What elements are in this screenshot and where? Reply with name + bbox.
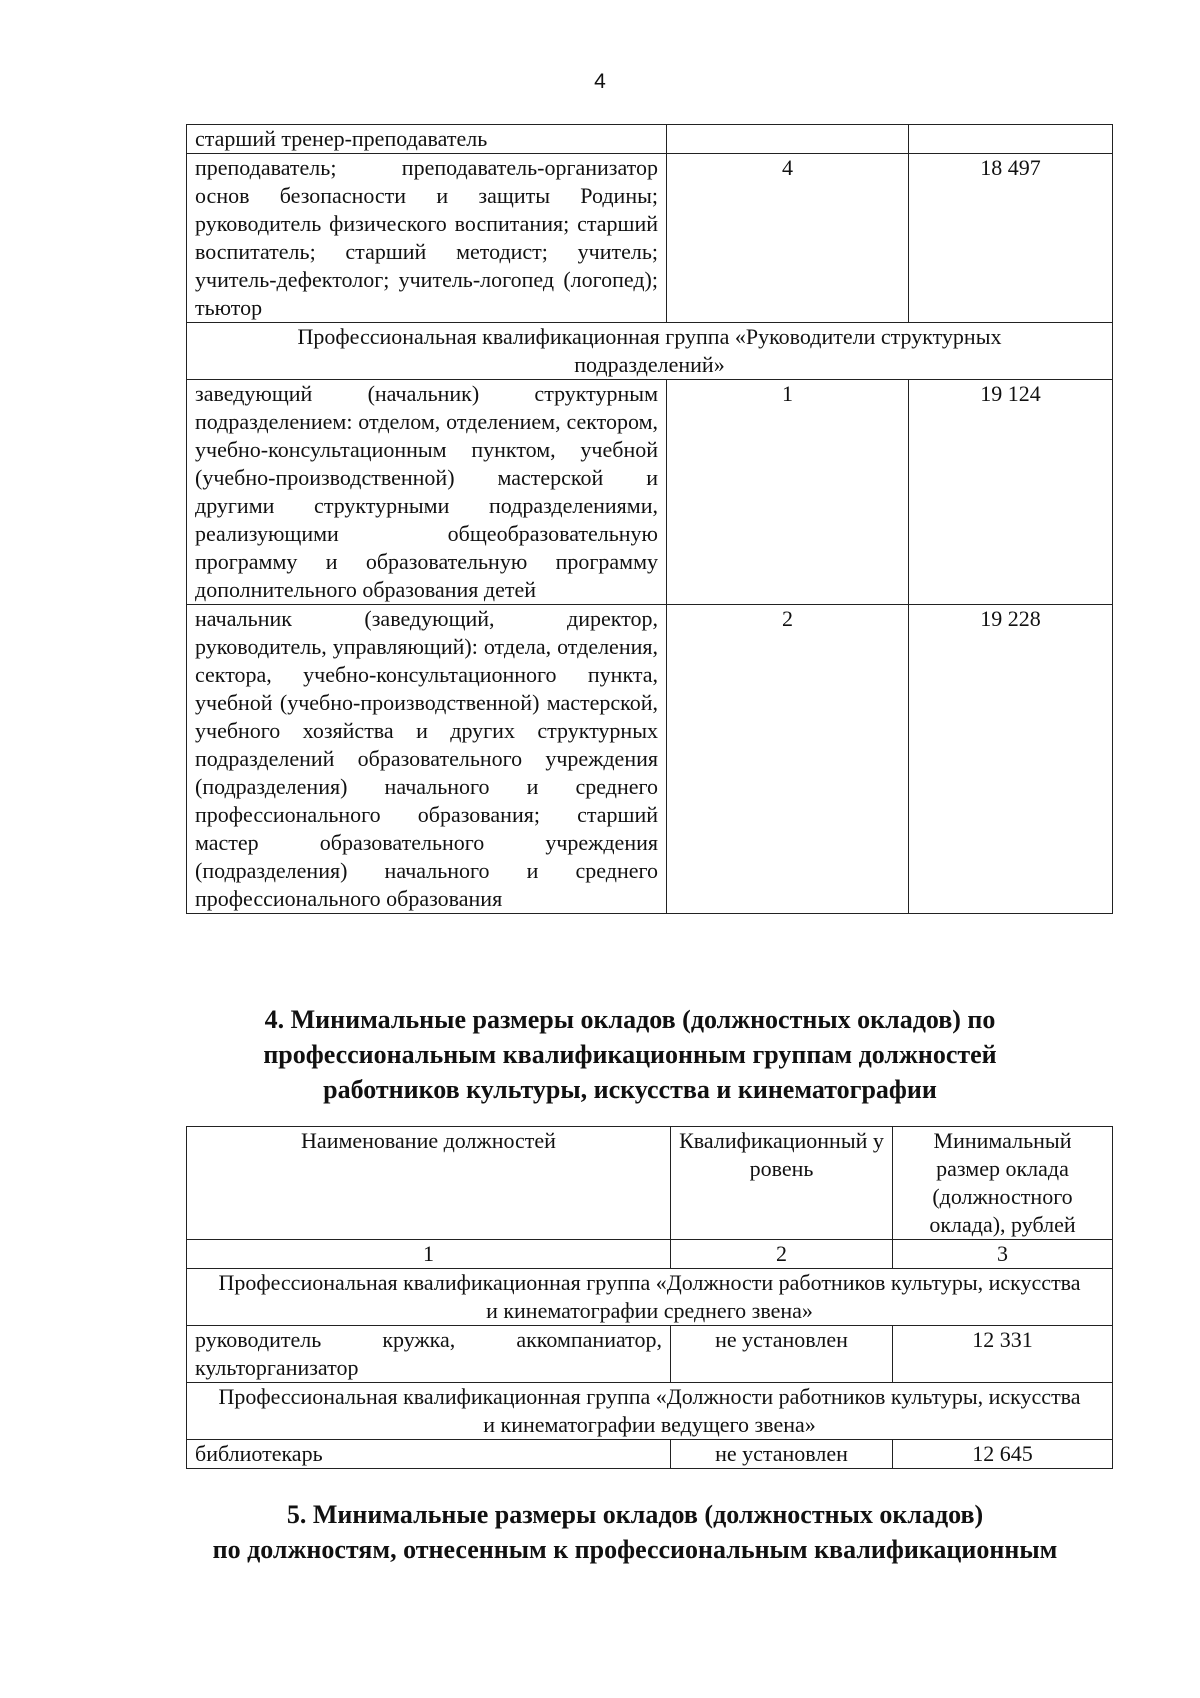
minimum-salary: 18 497 [909, 154, 1113, 323]
qualification-level: не установлен [671, 1326, 893, 1383]
heading-line: 5. Минимальные размеры окладов (должностных окладов) [286, 1500, 984, 1529]
group-row [187, 1269, 1113, 1326]
table-row [187, 605, 1113, 914]
page-number: 4 [594, 70, 606, 93]
salary-table-education [186, 124, 1113, 914]
qualification-level: 4 [667, 154, 909, 323]
column-number-row [187, 1240, 1113, 1269]
section-4-heading [150, 1002, 1110, 1107]
minimum-salary: 12 331 [893, 1326, 1113, 1383]
table-row [187, 380, 1113, 605]
header-position-name: Наименование должностей [187, 1127, 671, 1240]
group-row [187, 323, 1113, 380]
heading-line: 4. Минимальные размеры окладов (должностных окладов) по [264, 1005, 996, 1034]
qualification-level: 1 [667, 380, 909, 605]
header-minimum-salary: Минимальный размер оклада (должностного оклада), рублей [893, 1127, 1113, 1240]
qualification-group-title: Профессиональная квалификационная группа «Должности работников культуры, искусства и кинематографии среднего звена» [187, 1269, 1113, 1326]
qualification-level: не установлен [671, 1440, 893, 1469]
table-row [187, 1440, 1113, 1469]
minimum-salary [909, 125, 1113, 154]
qualification-group-title: Профессиональная квалификационная группа «Руководители структурных подразделений» [187, 323, 1113, 380]
position-title: заведующий (начальник) структурным подразделением: отделом, отделением, сектором, учебно-консультационным пунктом, учебной (учебно-производственной) мастерской и другими структурными подразделениями, реализующими общеобразовательную программу и образовательную программу дополнительного образования детей [187, 380, 667, 605]
group-row [187, 1383, 1113, 1440]
header-row [187, 1127, 1113, 1240]
minimum-salary: 12 645 [893, 1440, 1113, 1469]
header-qualification-level: Квалификационный уровень [671, 1127, 893, 1240]
position-title: руководитель кружка, аккомпаниатор, культорганизатор [187, 1326, 671, 1383]
minimum-salary: 19 228 [909, 605, 1113, 914]
position-title: старший тренер-преподаватель [187, 125, 667, 154]
table-row [187, 125, 1113, 154]
column-number: 2 [671, 1240, 893, 1269]
section-5-heading [140, 1497, 1130, 1567]
minimum-salary: 19 124 [909, 380, 1113, 605]
heading-line: профессиональным квалификационным группам должностей [263, 1040, 997, 1069]
position-title: начальник (заведующий, директор, руководитель, управляющий): отдела, отделения, сектора, учебно-консультационного пункта, учебной (учебно-производственной) мастерской, учебного хозяйства и других структурных подразделений образовательного учреждения (подразделения) начального и среднего профессионального образования; старший мастер образовательного учреждения (подразделения) начального и среднего профессионального образования [187, 605, 667, 914]
column-number: 3 [893, 1240, 1113, 1269]
qualification-group-title: Профессиональная квалификационная группа «Должности работников культуры, искусства и кинематографии ведущего звена» [187, 1383, 1113, 1440]
salary-table-culture [186, 1126, 1113, 1469]
qualification-level [667, 125, 909, 154]
table-row [187, 154, 1113, 323]
column-number: 1 [187, 1240, 671, 1269]
heading-line: по должностям, отнесенным к профессиональным квалификационным [212, 1535, 1058, 1564]
table-row [187, 1326, 1113, 1383]
position-title: преподаватель; преподаватель-организатор основ безопасности и защиты Родины; руководитель физического воспитания; старший воспитатель; старший методист; учитель; учитель-дефектолог; учитель-логопед (логопед); тьютор [187, 154, 667, 323]
heading-line: работников культуры, искусства и кинематографии [323, 1075, 937, 1104]
position-title: библиотекарь [187, 1440, 671, 1469]
qualification-level: 2 [667, 605, 909, 914]
